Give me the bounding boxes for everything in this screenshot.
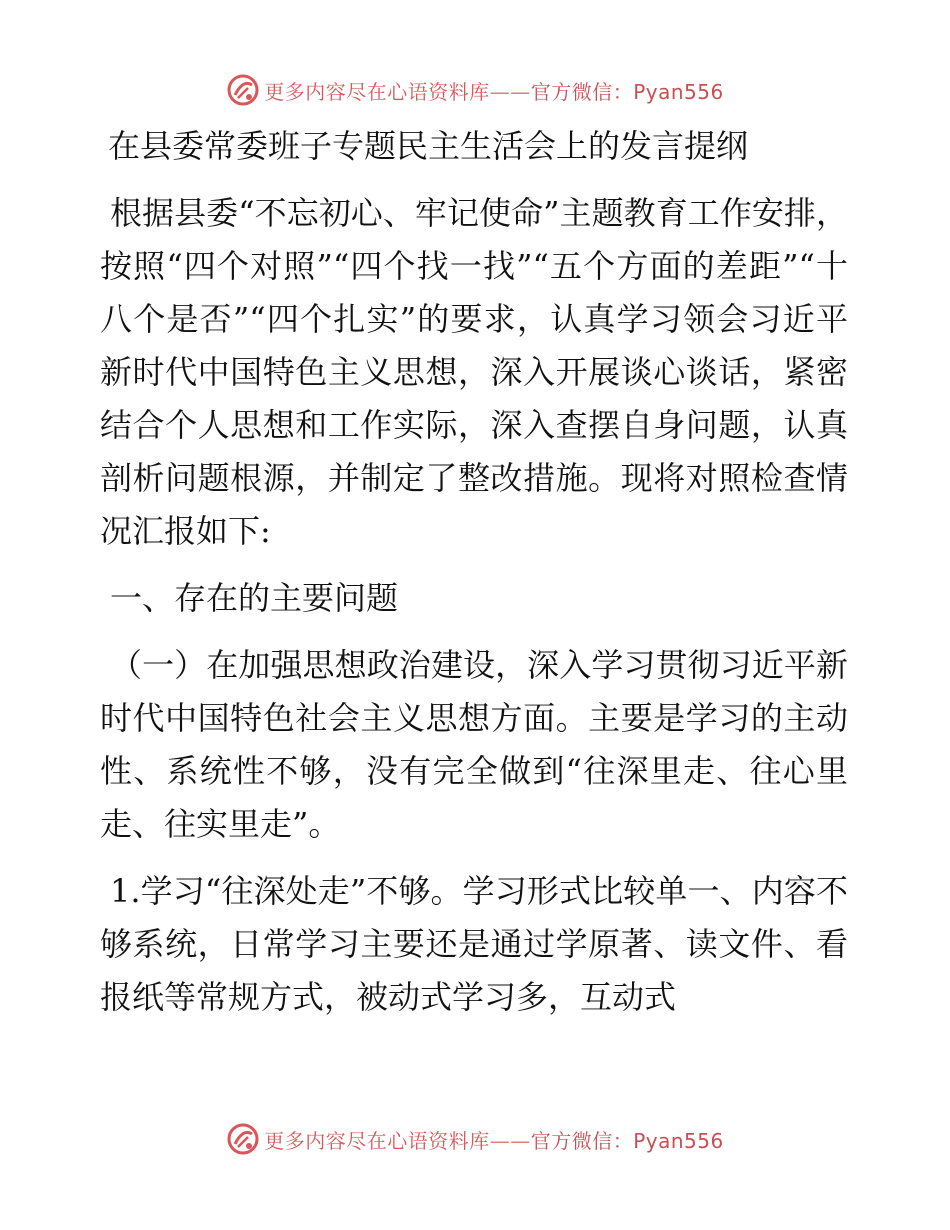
document-title: 在县委常委班子专题民主生活会上的发言提纲 bbox=[108, 127, 749, 165]
document-body bbox=[100, 120, 848, 1038]
banner-wechat: 官方微信：Pyan556 bbox=[530, 1128, 724, 1153]
banner-text bbox=[264, 1125, 724, 1154]
banner-sep: —— bbox=[489, 79, 531, 104]
brand-logo-icon bbox=[226, 1122, 260, 1156]
banner-main: 更多内容尽在心语资料库 bbox=[264, 1128, 490, 1153]
item-paragraph-1: 1.学习“往深处走”不够。学习形式比较单一、内容不够系统，日常学习主要还是通过学原著、读文件、看报纸等常规方式，被动式学习多，互动式 bbox=[100, 872, 848, 1016]
banner-text bbox=[264, 76, 724, 105]
footer-banner bbox=[0, 1119, 950, 1159]
section-heading-1: 一、存在的主要问题 bbox=[110, 579, 399, 617]
banner-wechat: 官方微信：Pyan556 bbox=[530, 79, 724, 104]
banner-main: 更多内容尽在心语资料库 bbox=[264, 79, 490, 104]
subsection-paragraph-1: （一）在加强思想政治建设，深入学习贯彻习近平新时代中国特色社会主义思想方面。主要是学习的主动性、系统性不够，没有完全做到“往深里走、往心里走、往实里走”。 bbox=[100, 646, 848, 843]
intro-paragraph: 根据县委“不忘初心、牢记使命”主题教育工作安排，按照“四个对照”“四个找一找”“五个方面的差距”“十八个是否”“四个扎实”的要求，认真学习领会习近平新时代中国特色主义思想，深入开展谈心谈话，紧密结合个人思想和工作实际，深入查摆自身问题，认真剖析问题根源，并制定了整改措施。现将对照检查情况汇报如下: bbox=[100, 194, 848, 550]
banner-sep: —— bbox=[489, 1128, 531, 1153]
header-banner bbox=[0, 70, 950, 110]
brand-logo-icon bbox=[226, 73, 260, 107]
